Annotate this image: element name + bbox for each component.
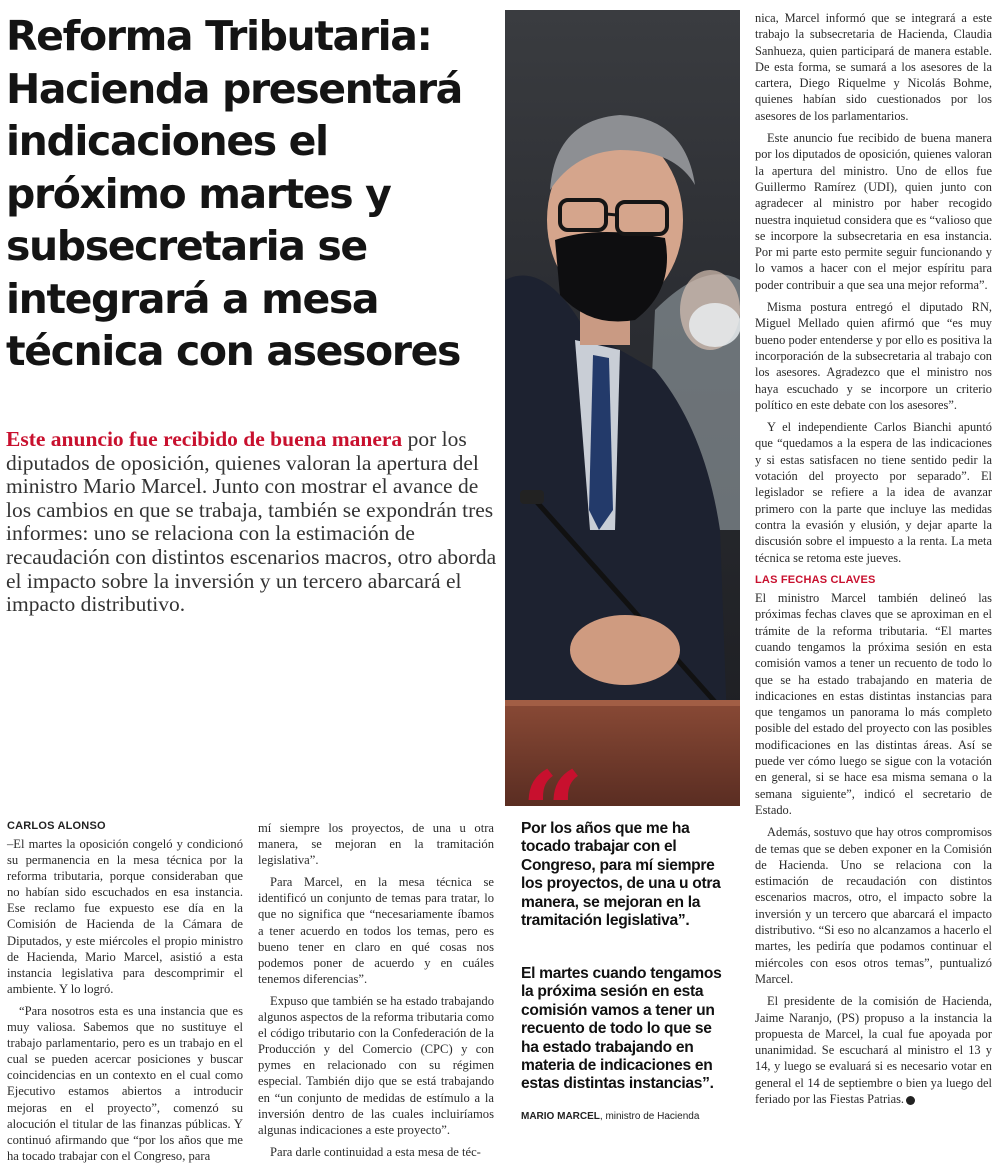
quote-speaker: MARIO MARCEL bbox=[521, 1111, 600, 1122]
headline-line: indicaciones el bbox=[6, 117, 328, 165]
lead-paragraph bbox=[6, 428, 500, 617]
body-paragraph bbox=[755, 993, 992, 1107]
minister-photo-illustration bbox=[505, 10, 740, 806]
pull-quote-2: El martes cuando tengamos la próxima sesión en esta comisión vamos a tener un recuento de todo lo que se ha estado trabajando en materia de indicaciones en estas distintas instancias”. bbox=[521, 965, 722, 1093]
body-paragraph: Y el independiente Carlos Bianchi apuntó que “quedamos a la espera de las indicaciones y si estas satisfacen no tiene sentido pedir la votación del proyecto por separado”. El legislador se refiere a la idea de avanzar primero con la parte que incluye las medidas contra la evasión y elusión, y dejar aparte la discusión sobre el impuesto a la renta. La meta técnica se retoma este jueves. bbox=[755, 420, 992, 565]
lead-highlight: Este anuncio fue recibido de buena manera bbox=[6, 427, 403, 451]
body-paragraph: nica, Marcel informó que se integrará a este trabajo la subsecretaria de Hacienda, Claudia Sanhueza, quien participará de manera estable. De esta forma, se sumará a los asesores de la cartera, Diego Riquelme y Nicolás Bohme, quienes habían sido cuestionados por los asesores de los parlamentarios. bbox=[755, 11, 992, 123]
body-paragraph: Expuso que también se ha estado trabajando algunos aspectos de la reforma tributaria como el código tributario con la Confederación de la Producción y del Comercio (CPC) y con pymes en relacionado con su régimen especial. También dijo que se está trabajando en “un conjunto de medidas de estímulo a la inversión dentro de las cuales incluiríamos algunas indicaciones a este proyecto”. bbox=[258, 993, 494, 1137]
headline bbox=[6, 10, 496, 378]
body-paragraph: “Para nosotros esta es una instancia que es muy valiosa. Sabemos que no sustituye el trabajo parlamentario, pero es un trabajo en el cual se pueden acercar posiciones y buscar coincidencias en un contexto en el cual como Ejecutivo estamos abiertos a introducir mejoras en el proyecto”, comenzó su alocución el titular de las finanzas públicas. Y continuó afirmando que “por los años que me ha tocado trabajar con el Congreso, para bbox=[7, 1003, 243, 1163]
body-paragraph: Este anuncio fue recibido de buena manera por los diputados de oposición, quienes valoran la apertura del ministro. Uno de ellos fue Guillermo Ramírez (UDI), quien junto con agradecer al ministro por haber recogido nuestra inquietud considera que es “valioso que se incorpore la subsecretaria en esa instancia. Por mi parte esto permite seguir funcionando y lo vamos a hacer con el mejor espíritu para poder contribuir a que sea una mejor reforma”. bbox=[755, 131, 992, 292]
body-column-2 bbox=[258, 820, 494, 1166]
headline-line: subsecretaria se bbox=[6, 222, 367, 270]
body-column-1 bbox=[7, 836, 243, 1170]
body-paragraph: Para darle continuidad a esta mesa de téc- bbox=[270, 1144, 481, 1159]
quote-role: , ministro de Hacienda bbox=[599, 1111, 700, 1122]
end-mark-icon bbox=[906, 1096, 915, 1105]
body-paragraph: mí siempre los proyectos, de una u otra manera, se mejoran en la tramitación legislativa”. bbox=[258, 821, 494, 868]
body-paragraph: Para Marcel, en la mesa técnica se identificó un conjunto de temas para tratar, lo que no significa que “necesariamente íbamos a tener acuerdo en todos los temas, pero es bueno tener en claro en qué cosas nos podemos poner de acuerdo y en cuáles tenemos diferencias”. bbox=[258, 875, 494, 986]
headline-line: Hacienda presentará bbox=[6, 64, 462, 113]
headline-line: Reforma Tributaria: bbox=[6, 12, 432, 60]
body-paragraph: –El martes la oposición congeló y condicionó su permanencia en la mesa técnica por la reforma tributaria, porque consideraban que no habían sido escuchados en esa instancia. Ese reclamo fue expuesto ese día en la Comisión de Hacienda de la Cámara de Diputados, y este miércoles el propio ministro de Hacienda, Mario Marcel, asistió a esta instancia legislativa para descomprimir el ambiente. Y lo logró. bbox=[7, 837, 243, 996]
lead-text: por los diputados de oposición, quienes valoran la apertura del ministro Mario Marcel. Junto con mostrar el avance de los cambios en que se trabaja, también se expondrán tres informes: uno se relaciona con la estimación de recaudación con distintos escenarios macros, otro aborda el impacto sobre la inversión y un tercero abarcará el impacto distributivo. bbox=[6, 427, 497, 617]
headline-line: integrará a mesa bbox=[6, 274, 379, 323]
body-column-4 bbox=[755, 10, 992, 1113]
body-paragraph: Además, sostuvo que hay otros compromisos de temas que se deben exponer en la Comisión de Hacienda. Uno se relaciona con la estimación de recaudación con distintos escenarios macros, otro, el impacto sobre la inversión y un tercero que abarcará el impacto distributivo. “Si eso no alcanzamos a hacerlo el martes, les pediría que podamos continuar el miércoles con esos otros temas”, puntualizó Marcel. bbox=[755, 825, 992, 986]
pull-quote-1: Por los años que me ha tocado trabajar con el Congreso, para mí siempre los proyectos, de una u otra manera, se mejoran en la tramitación legislativa”. bbox=[521, 820, 721, 930]
byline: CARLOS ALONSO bbox=[7, 820, 106, 832]
body-paragraph: El ministro Marcel también delineó las próximas fechas claves que se aproximan en el trámite de la reforma tributaria. “El martes cuando tengamos la próxima sesión en esta comisión vamos a tener un recuento de todo lo que se ha estado trabajando en materia de indicaciones en estas distintas instancias para que tengamos un panorama lo más completo posible del estado del proyecto con las posibles modificaciones en las distintas áreas. Así se puede ver cómo luego se sigue con la votación en general, si se hace esa misma semana o la semana siguiente”, indicó el secretario de Estado. bbox=[755, 591, 992, 817]
quote-mark-icon bbox=[521, 747, 584, 806]
headline-line: técnica con asesores bbox=[6, 327, 461, 375]
quote-attribution bbox=[521, 1111, 699, 1122]
article-photo bbox=[505, 10, 740, 806]
headline-line: próximo martes y bbox=[6, 169, 391, 218]
section-subheading: LAS FECHAS CLAVES bbox=[755, 573, 876, 586]
body-paragraph: Misma postura entregó el diputado RN, Miguel Mellado quien afirmó que “es muy bueno poder entenderse y por ello es positiva la incorporación de la subsecretaria al trabajo con los asesores. Agradezco que el ministro nos haya escuchado y se incorpore un criterio político en este debate con los asesores”. bbox=[755, 300, 992, 412]
body-paragraph-text: El presidente de la comisión de Hacienda, Jaime Naranjo, (PS) propuso a la instancia la propuesta de Marcel, la cual fue apoyada por unanimidad. Se escuchará al ministro el 13 y 14, y luego se evaluará si es necesario votar en general el 14 de septiembre o bien ya luego del feriado por las Fiestas Patrias. bbox=[755, 994, 992, 1106]
